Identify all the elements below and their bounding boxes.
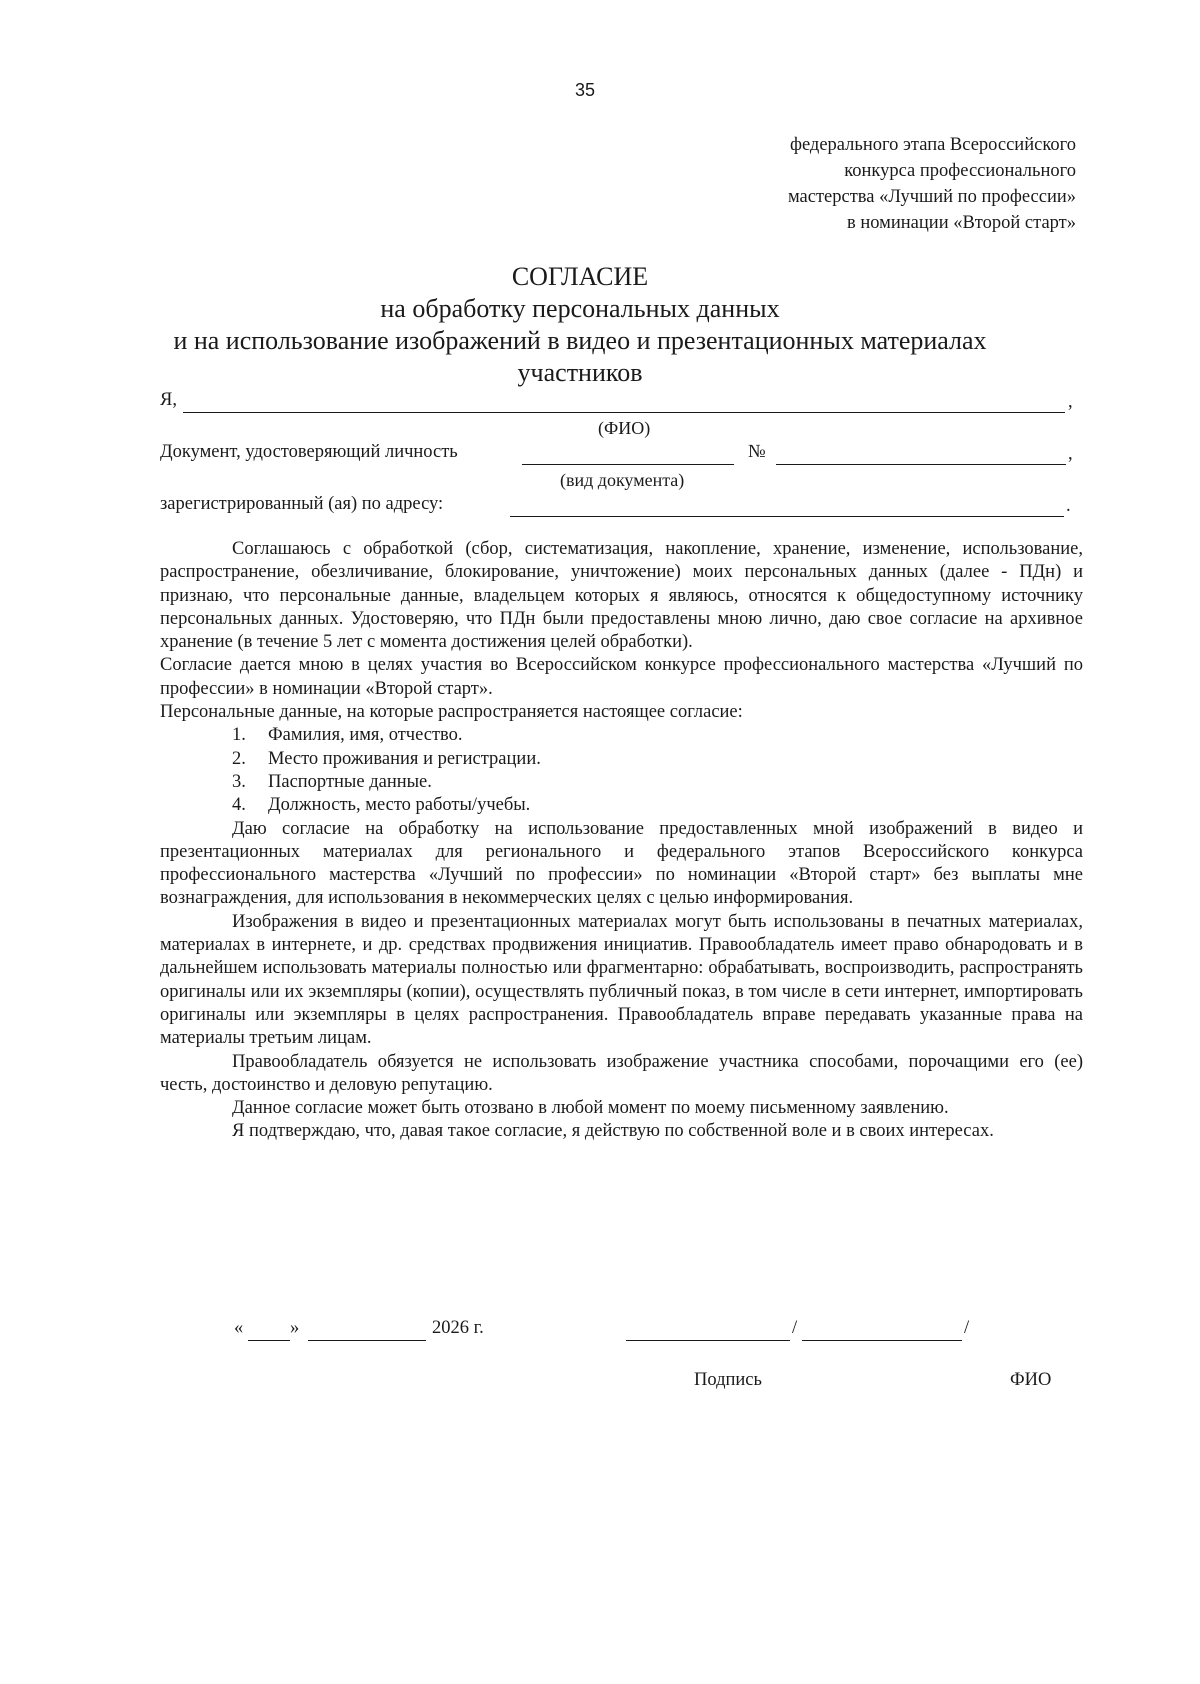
header-line: федерального этапа Всероссийского	[789, 135, 1076, 155]
title-subtitle-line: участников	[517, 358, 643, 387]
title-subtitle-line: на обработку персональных данных	[380, 294, 780, 323]
paragraph-revocation: Данное согласие может быть отозвано в любой момент по моему письменному заявлению.	[232, 1098, 949, 1119]
document-label: Документ, удостоверяющий личность	[160, 442, 458, 462]
document-header-addressee	[576, 132, 1076, 236]
list-item: 2. Место проживания и регистрации.	[232, 748, 541, 769]
address-input-line[interactable]	[510, 516, 1064, 517]
paragraph-confirmation: Я подтверждаю, что, давая такое согласие, я действую по собственной воле и в своих интересах.	[232, 1121, 994, 1142]
document-number-input-line[interactable]	[776, 464, 1066, 465]
page-number: 35	[575, 80, 596, 100]
address-label: зарегистрированный (ая) по адресу:	[160, 494, 444, 514]
form-dot: .	[1066, 496, 1071, 516]
header-line: в номинации «Второй старт»	[847, 213, 1076, 233]
fio-signature-caption: ФИО	[1010, 1370, 1052, 1390]
paragraph-data-scope: Персональные данные, на которые распространяется настоящее согласие:	[160, 702, 743, 723]
header-line: конкурса профессионального	[844, 161, 1076, 181]
paragraph-holder-obligation: Правообладатель обязуется не использовать изображение участника способами, порочащими его (ее) честь, достоинство и деловую репутацию.	[160, 1051, 1083, 1095]
list-item: 1. Фамилия, имя, отчество.	[232, 725, 463, 746]
form-comma: ,	[1068, 392, 1073, 412]
signature-slash: /	[792, 1318, 798, 1338]
paragraph-image-usage: Изображения в видео и презентационных материалах могут быть использованы в печатных материалах, материалах в интернете, и др. средствах продвижения инициатив. Правообладатель имеет право обнародовать и в дальнейшем использовать материалы полностью или фрагментарно: обрабатывать, воспроизводить, распространять оригиналы или их экземпляры (копии), осуществлять публичный показ, в том числе в сети интернет, импортировать оригиналы или экземпляры в целях распространения. Правообладатель вправе передавать указанные права на материалы третьим лицам.	[160, 911, 1083, 1049]
paragraph-image-consent: Даю согласие на обработку на использование предоставленных мной изображений в видео и презентационных материалах для регионального и федерального этапов Всероссийского конкурса профессионального мастерства «Лучший по профессии» по номинации «Второй старт» без выплаты мне вознаграждения, для использования в некоммерческих целях с целью информирования.	[160, 818, 1083, 909]
paragraph-consent-processing: Соглашаюсь с обработкой (сбор, систематизация, накопление, хранение, изменение, использование, распространение, обезличивание, блокирование, уничтожение) моих персональных данных (далее - ПДн) и признаю, что персональные данные, владельцем которых я являюсь, относятся к общедоступному источнику персональных данных. Удостоверяю, что ПДн были предоставлены мною лично, даю свое согласие на архивное хранение (в течение 5 лет с момента достижения целей обработки).	[160, 539, 1083, 653]
fio-caption: (ФИО)	[598, 418, 651, 438]
paragraph-consent-purpose: Согласие дается мною в целях участия во Всероссийском конкурсе профессионального мастерства «Лучший по профессии» в номинации «Второй старт».	[160, 655, 1083, 699]
data-list	[160, 724, 1083, 817]
list-item: 3. Паспортные данные.	[232, 771, 432, 792]
title-main: СОГЛАСИЕ	[511, 262, 649, 291]
signature-input-line[interactable]	[626, 1340, 790, 1341]
date-month-input-line[interactable]	[308, 1340, 426, 1341]
title-subtitle-line: и на использование изображений в видео и презентационных материалах	[173, 326, 987, 355]
header-line: мастерства «Лучший по профессии»	[787, 187, 1076, 207]
signature-slash: /	[964, 1318, 970, 1338]
consent-body	[160, 538, 1083, 1144]
form-i-label: Я,	[160, 390, 177, 410]
document-type-input-line[interactable]	[522, 464, 734, 465]
document-number-label: №	[748, 442, 766, 462]
date-quote-close: »	[290, 1318, 300, 1338]
document-type-caption: (вид документа)	[560, 470, 685, 490]
signature-caption: Подпись	[694, 1370, 762, 1390]
date-quote-open: «	[234, 1318, 244, 1338]
date-year: 2026 г.	[432, 1318, 484, 1338]
date-day-input-line[interactable]	[248, 1340, 290, 1341]
list-item: 4. Должность, место работы/учебы.	[232, 795, 531, 816]
fio-input-line[interactable]	[183, 412, 1065, 413]
fio-signature-input-line[interactable]	[802, 1340, 962, 1341]
form-comma: ,	[1068, 444, 1073, 464]
